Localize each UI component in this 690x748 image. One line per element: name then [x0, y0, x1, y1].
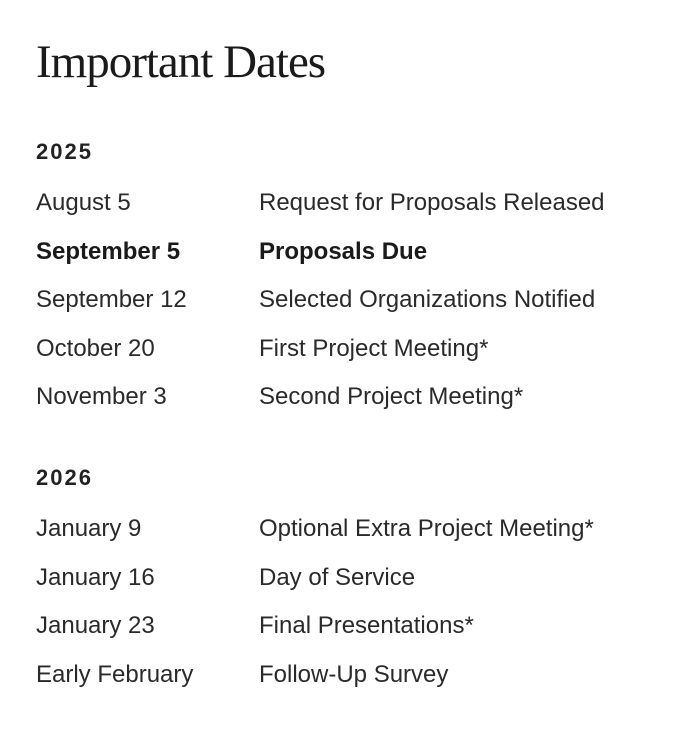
- date-row: [36, 179, 666, 228]
- event-label: Day of Service: [259, 563, 416, 591]
- event-label: First Project Meeting*: [259, 334, 489, 362]
- event-label: Final Presentations*: [259, 612, 474, 640]
- date-row: [36, 554, 666, 603]
- event-label: Second Project Meeting*: [259, 383, 524, 411]
- year-heading-2025: 2025: [36, 139, 93, 164]
- date-label: Early February: [36, 660, 194, 688]
- date-label: August 5: [36, 189, 131, 217]
- date-row: [36, 602, 666, 651]
- date-row-highlighted: [36, 228, 666, 277]
- date-row: [36, 505, 666, 554]
- event-label: Selected Organizations Notified: [259, 286, 596, 314]
- date-row: [36, 373, 666, 422]
- dates-list-2026: [36, 505, 666, 699]
- date-row: [36, 276, 666, 325]
- date-label: January 23: [36, 612, 155, 640]
- event-label: Request for Proposals Released: [259, 189, 605, 217]
- date-label: January 9: [36, 515, 142, 543]
- event-label: Optional Extra Project Meeting*: [259, 515, 594, 543]
- date-row: [36, 651, 666, 700]
- date-label: October 20: [36, 334, 155, 362]
- page-title: Important Dates: [36, 36, 326, 88]
- event-label: Follow-Up Survey: [259, 660, 449, 688]
- dates-list-2025: [36, 179, 666, 422]
- date-row: [36, 325, 666, 374]
- year-heading-2026: 2026: [36, 465, 93, 490]
- date-label: November 3: [36, 383, 167, 411]
- event-label: Proposals Due: [259, 237, 428, 265]
- date-label: September 5: [36, 237, 181, 265]
- date-label: September 12: [36, 286, 187, 314]
- date-label: January 16: [36, 563, 155, 591]
